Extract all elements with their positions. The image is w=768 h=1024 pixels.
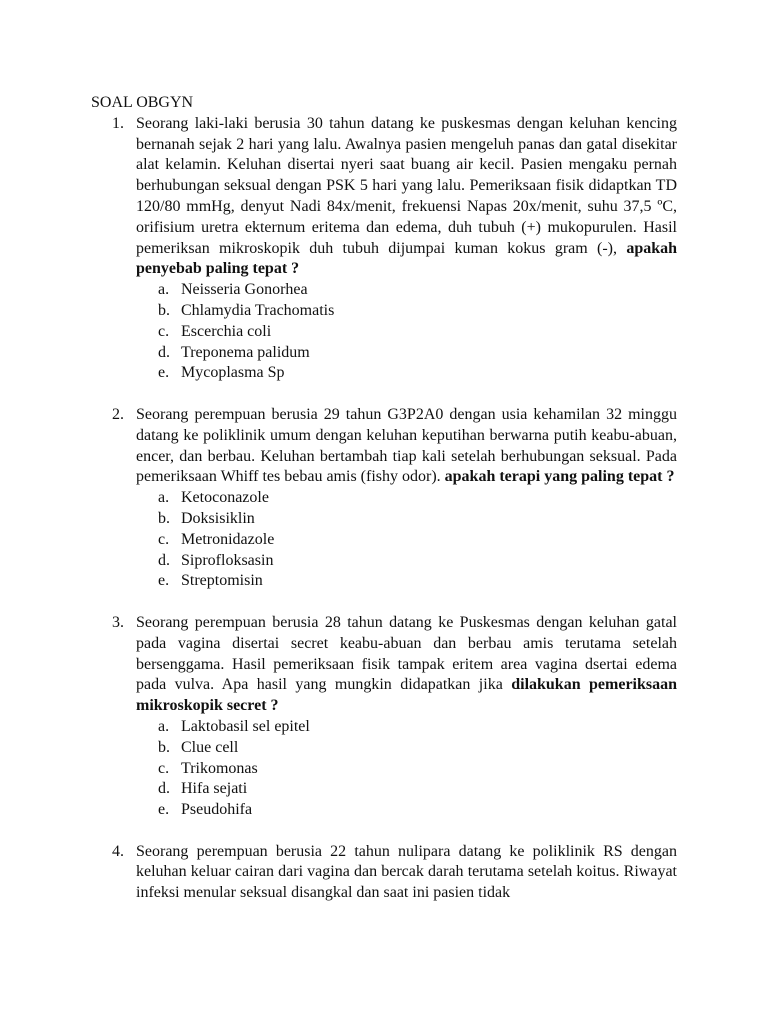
question-2 bbox=[91, 405, 677, 592]
answer-options bbox=[136, 280, 677, 384]
option-text: Clue cell bbox=[181, 738, 239, 756]
answer-option-a bbox=[136, 717, 677, 738]
answer-option-c bbox=[136, 530, 677, 551]
option-text: Escerchia coli bbox=[181, 322, 272, 340]
answer-option-d bbox=[136, 343, 677, 364]
question-list bbox=[91, 114, 677, 904]
question-3 bbox=[91, 613, 677, 821]
option-text: Mycoplasma Sp bbox=[181, 364, 285, 382]
question-text: Seorang laki-laki berusia 30 tahun datang ke puskesmas dengan keluhan kencing bernanah sejak 2 hari yang lalu. Awalnya pasien mengeluh panas dan gatal disekitar alat kelamin. Keluhan disertai nyeri saat buang air kecil. Pasien mengaku pernah berhubungan seksual dengan PSK 5 hari yang lalu. Pemeriksaan fisik didaptkan TD 120/80 mmHg, denyut Nadi 84x/menit, frekuensi Napas 20x/menit, suhu 37,5 ºC, orifisium uretra ekternum eritema dan edema, duh tubuh (+) mukopurulen. Hasil pemeriksan mikroskopik duh tubuh dijumpai kuman kokus gram (-), bbox=[136, 114, 677, 257]
answer-option-e bbox=[136, 800, 677, 821]
option-letter: a. bbox=[158, 489, 170, 507]
answer-options bbox=[136, 488, 677, 592]
question-text: Seorang perempuan berusia 28 tahun datang ke Puskesmas dengan keluhan gatal pada vagina disertai secret keabu-abuan dan berbau amis terutama setelah bersenggama. Hasil pemeriksaan fisik tampak eritem area vagina dsertai edema pada vulva. Apa hasil yang mungkin didapatkan jika bbox=[136, 613, 677, 694]
question-stem bbox=[136, 613, 677, 717]
answer-option-a bbox=[136, 488, 677, 509]
question-number: 3. bbox=[112, 613, 124, 631]
option-text: Metronidazole bbox=[181, 530, 275, 548]
answer-option-e bbox=[136, 571, 677, 592]
option-text: Pseudohifa bbox=[181, 801, 253, 819]
question-stem bbox=[136, 842, 677, 904]
answer-option-b bbox=[136, 301, 677, 322]
option-text: Siprofloksasin bbox=[181, 551, 274, 569]
answer-option-c bbox=[136, 322, 677, 343]
option-letter: c. bbox=[158, 322, 170, 340]
answer-option-d bbox=[136, 779, 677, 800]
question-1 bbox=[91, 114, 677, 384]
answer-option-a bbox=[136, 280, 677, 301]
question-stem bbox=[136, 405, 677, 488]
question-number: 4. bbox=[112, 842, 124, 860]
option-text: Trikomonas bbox=[181, 759, 258, 777]
option-letter: e. bbox=[158, 364, 170, 382]
question-stem bbox=[136, 114, 677, 280]
question-prompt: apakah terapi yang paling tepat ? bbox=[444, 468, 675, 486]
question-4 bbox=[91, 842, 677, 904]
option-letter: d. bbox=[158, 343, 170, 361]
question-number: 1. bbox=[112, 114, 124, 132]
answer-option-b bbox=[136, 509, 677, 530]
option-text: Doksisiklin bbox=[181, 509, 255, 527]
answer-option-d bbox=[136, 551, 677, 572]
option-text: Treponema palidum bbox=[181, 343, 310, 361]
option-text: Chlamydia Trachomatis bbox=[181, 301, 335, 319]
option-letter: e. bbox=[158, 801, 170, 819]
option-letter: b. bbox=[158, 738, 170, 756]
question-prompt: dilakukan pemeriksaan mikroskopik secret ? bbox=[136, 676, 678, 715]
option-letter: b. bbox=[158, 509, 170, 527]
option-text: Ketoconazole bbox=[181, 489, 269, 507]
option-text: Hifa sejati bbox=[181, 780, 248, 798]
document-body bbox=[91, 93, 677, 925]
option-text: Laktobasil sel epitel bbox=[181, 717, 310, 735]
option-letter: c. bbox=[158, 530, 170, 548]
question-prompt: apakah penyebab paling tepat ? bbox=[136, 239, 678, 278]
option-text: Streptomisin bbox=[181, 572, 263, 590]
answer-option-e bbox=[136, 363, 677, 384]
option-letter: a. bbox=[158, 281, 170, 299]
option-letter: d. bbox=[158, 780, 170, 798]
option-letter: b. bbox=[158, 301, 170, 319]
option-letter: c. bbox=[158, 759, 170, 777]
answer-option-c bbox=[136, 759, 677, 780]
document-title: SOAL OBGYN bbox=[91, 94, 194, 111]
answer-option-b bbox=[136, 738, 677, 759]
option-letter: d. bbox=[158, 551, 170, 569]
answer-options bbox=[136, 717, 677, 821]
question-number: 2. bbox=[112, 405, 124, 423]
question-text: Seorang perempuan berusia 29 tahun G3P2A0 dengan usia kehamilan 32 minggu datang ke poliklinik umum dengan keluhan keputihan berwarna putih keabu-abuan, encer, dan berbau. Keluhan bertambah tiap kali setelah berhubungan seksual. Pada pemeriksaan Whiff tes bebau amis (fishy odor). bbox=[136, 405, 677, 486]
option-letter: a. bbox=[158, 717, 170, 735]
option-text: Neisseria Gonorhea bbox=[181, 281, 308, 299]
question-text: Seorang perempuan berusia 22 tahun nulipara datang ke poliklinik RS dengan keluhan keluar cairan dari vagina dan bercak darah terutama setelah koitus. Riwayat infeksi menular seksual disangkal dan saat ini pasien tidak bbox=[136, 842, 677, 902]
option-letter: e. bbox=[158, 572, 170, 590]
